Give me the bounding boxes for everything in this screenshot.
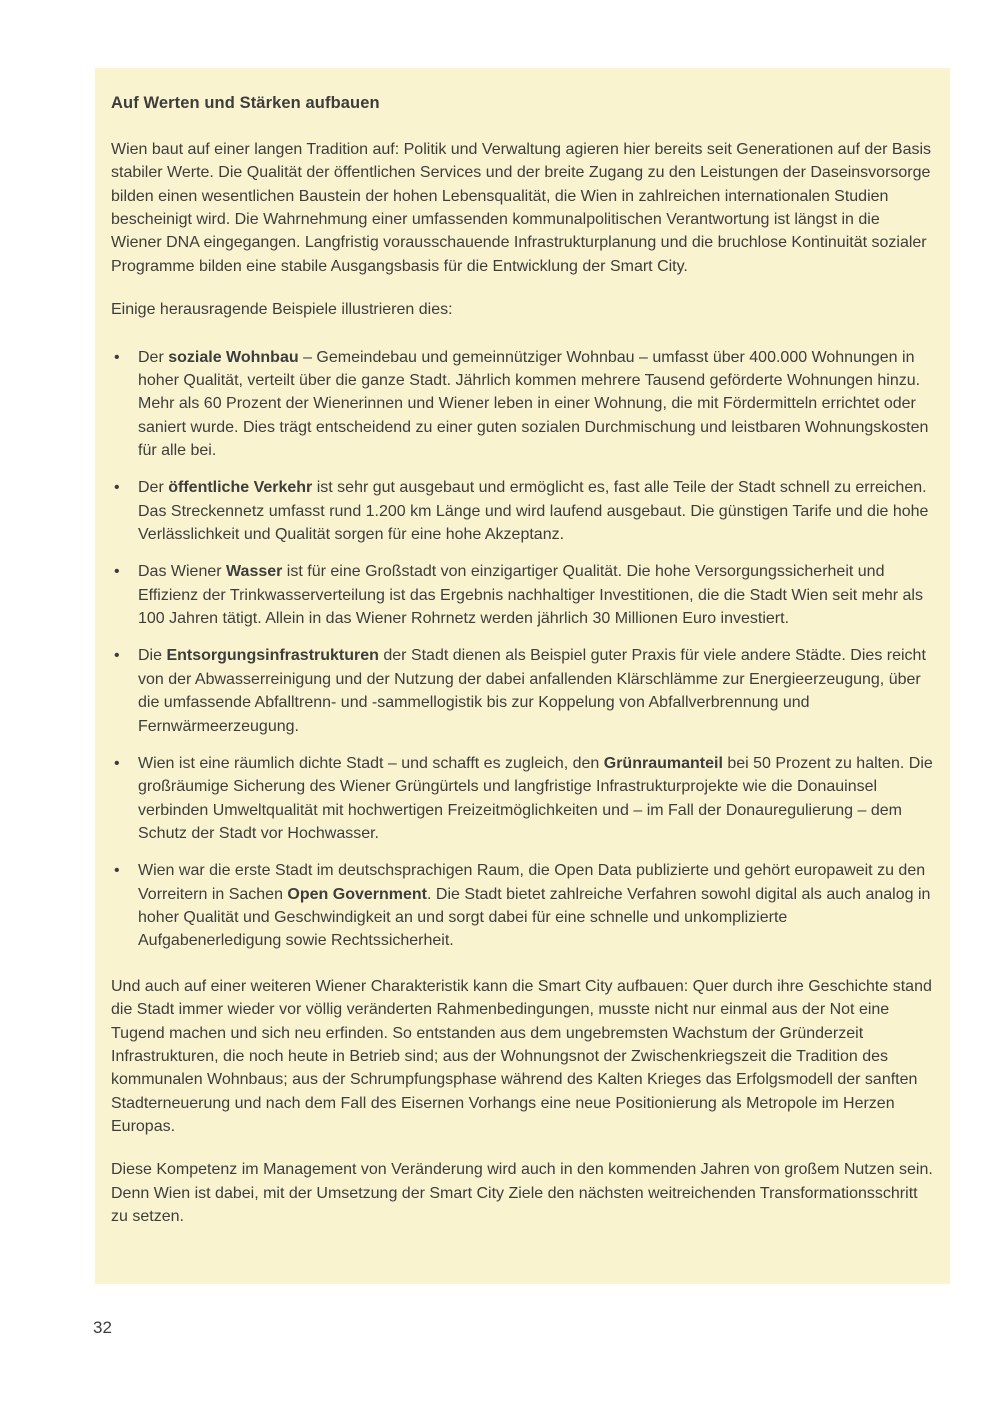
bullet-marker: • xyxy=(114,348,120,366)
bullet-text-segment: ist sehr gut ausgebaut und ermöglicht es, fast alle Teile der Stadt schnell zu erreichen. Das Streckennetz umfasst rund 1.200 km Länge und wird laufend ausgebaut. Die günstigen Tarife und die hohe Verlässlichkeit und Qualität sorgen für eine hohe Akzeptanz. xyxy=(138,479,929,544)
bullet-text-segment: – Gemeindebau und gemeinnütziger Wohnbau – umfasst über 400.000 Wohnungen in hoher Qualität, verteilt über die ganze Stadt. Jährlich kommen mehrere Tausend geförderte Wohnungen hinzu. Mehr als 60 Prozent der Wienerinnen und Wiener leben in einer Wohnung, die mit Fördermitteln errichtet oder saniert wurde. Dies trägt entscheidend zu einer guten sozialen Durchmischung und leistbaren Wohnungskosten für alle bei. xyxy=(138,348,929,459)
list-item-water xyxy=(111,560,934,630)
list-item-public-transport xyxy=(111,476,934,546)
list-item-waste-infrastructure xyxy=(111,644,934,737)
bullet-bold-term: soziale Wohnbau xyxy=(168,348,299,366)
bullet-marker: • xyxy=(114,862,120,880)
page-number: 32 xyxy=(93,1318,112,1337)
section-heading: Auf Werten und Stärken aufbauen xyxy=(111,94,380,112)
bullet-text-segment: Der xyxy=(138,348,169,366)
examples-list xyxy=(111,346,934,953)
list-item-open-government xyxy=(111,859,934,952)
bullet-text-segment: der Stadt dienen als Beispiel guter Praxis für viele andere Städte. Dies reicht von der Abwasserreinigung und der Nutzung der dabei anfallenden Klärschlämme zur Energieerzeugung, über die umfassende Abfalltrenn- und -sammellogistik bis zur Koppelung von Abfallverbrennung und Fernwärmeerzeugung. xyxy=(138,647,926,735)
examples-lead-in: Einige herausragende Beispiele illustrieren dies: xyxy=(111,301,453,319)
bullet-bold-term: Grünraumanteil xyxy=(603,754,723,772)
bullet-marker: • xyxy=(114,647,120,665)
bullet-text-segment: Wien ist eine räumlich dichte Stadt – und schafft es zugleich, den xyxy=(138,754,604,772)
bullet-text-segment: . Die Stadt bietet zahlreiche Verfahren sowohl digital als auch analog in hoher Qualität und Geschwindigkeit an und sorgt dabei für eine schnelle und unkomplizierte Aufgabenerledigung sowie Rechtssicherheit. xyxy=(138,885,931,950)
history-paragraph: Und auch auf einer weiteren Wiener Charakteristik kann die Smart City aufbauen: Quer durch ihre Geschichte stand die Stadt immer wieder vor völlig veränderten Rahmenbedingungen, musste nicht nur einmal aus der Not eine Tugend machen und sich neu erfinden. So entstanden aus dem ungebremsten Wachstum der Gründerzeit Infrastrukturen, die noch heute in Betrieb sind; aus der Wohnungsnot der Zwischenkriegszeit die Tradition des kommunalen Wohnbaus; aus der Schrumpfungsphase während des Kalten Krieges das Erfolgsmodell der sanften Stadterneuerung und nach dem Fall des Eisernen Vorhangs eine neue Positionierung als Metropole im Herzen Europas. xyxy=(111,977,932,1135)
intro-paragraph: Wien baut auf einer langen Tradition auf: Politik und Verwaltung agieren hier bereits seit Generationen auf der Basis stabiler Werte. Die Qualität der öffentlichen Services und der breite Zugang zu den Leistungen der Daseinsvorsorge bilden einen wesentlichen Baustein der hohen Lebensqualität, die Wien in zahlreichen internationalen Studien bescheinigt wird. Die Wahrnehmung einer umfassenden kommunalpolitischen Verantwortung ist längst in die Wiener DNA eingegangen. Langfristig vorausschauende Infrastrukturplanung und die bruchlose Kontinuität sozialer Programme bilden eine stabile Ausgangsbasis für die Entwicklung der Smart City. xyxy=(111,141,932,275)
bullet-bold-term: öffentliche Verkehr xyxy=(168,479,313,497)
bullet-text-segment: Der xyxy=(138,479,169,497)
list-item-social-housing xyxy=(111,346,934,463)
bullet-text-segment: Die xyxy=(138,647,167,665)
bullet-text-segment: ist für eine Großstadt von einzigartiger Qualität. Die hohe Versorgungssicherheit und Effizienz der Trinkwasserverteilung ist das Ergebnis nachhaltiger Investitionen, die die Stadt Wien seit mehr als 100 Jahren tätigt. Allein in das Wiener Rohrnetz werden jährlich 30 Millionen Euro investiert. xyxy=(138,563,923,628)
bullet-bold-term: Open Government xyxy=(287,885,427,903)
bullet-text-segment: Wien war die erste Stadt im deutschsprachigen Raum, die Open Data publizierte und gehört europaweit zu den Vorreitern in Sachen xyxy=(138,862,926,903)
bullet-marker: • xyxy=(114,563,120,581)
bullet-marker: • xyxy=(114,754,120,772)
bullet-marker: • xyxy=(114,479,120,497)
content-panel xyxy=(95,68,950,1284)
bullet-text-segment: bei 50 Prozent zu halten. Die großräumige Sicherung des Wiener Grüngürtels und langfristige Infrastrukturprojekte wie die Donauinsel verbinden Umweltqualität mit hochwertigen Freizeitmöglichkeiten und – im Fall der Donauregulierung – dem Schutz der Stadt vor Hochwasser. xyxy=(138,754,933,842)
closing-paragraph: Diese Kompetenz im Management von Veränderung wird auch in den kommenden Jahren von großem Nutzen sein. Denn Wien ist dabei, mit der Umsetzung der Smart City Ziele den nächsten weitreichenden Transformationsschritt zu setzen. xyxy=(111,1161,933,1226)
bullet-bold-term: Entsorgungsinfrastrukturen xyxy=(166,647,379,665)
bullet-text-segment: Das Wiener xyxy=(138,563,227,581)
list-item-green-space xyxy=(111,752,934,845)
bullet-bold-term: Wasser xyxy=(226,563,283,581)
